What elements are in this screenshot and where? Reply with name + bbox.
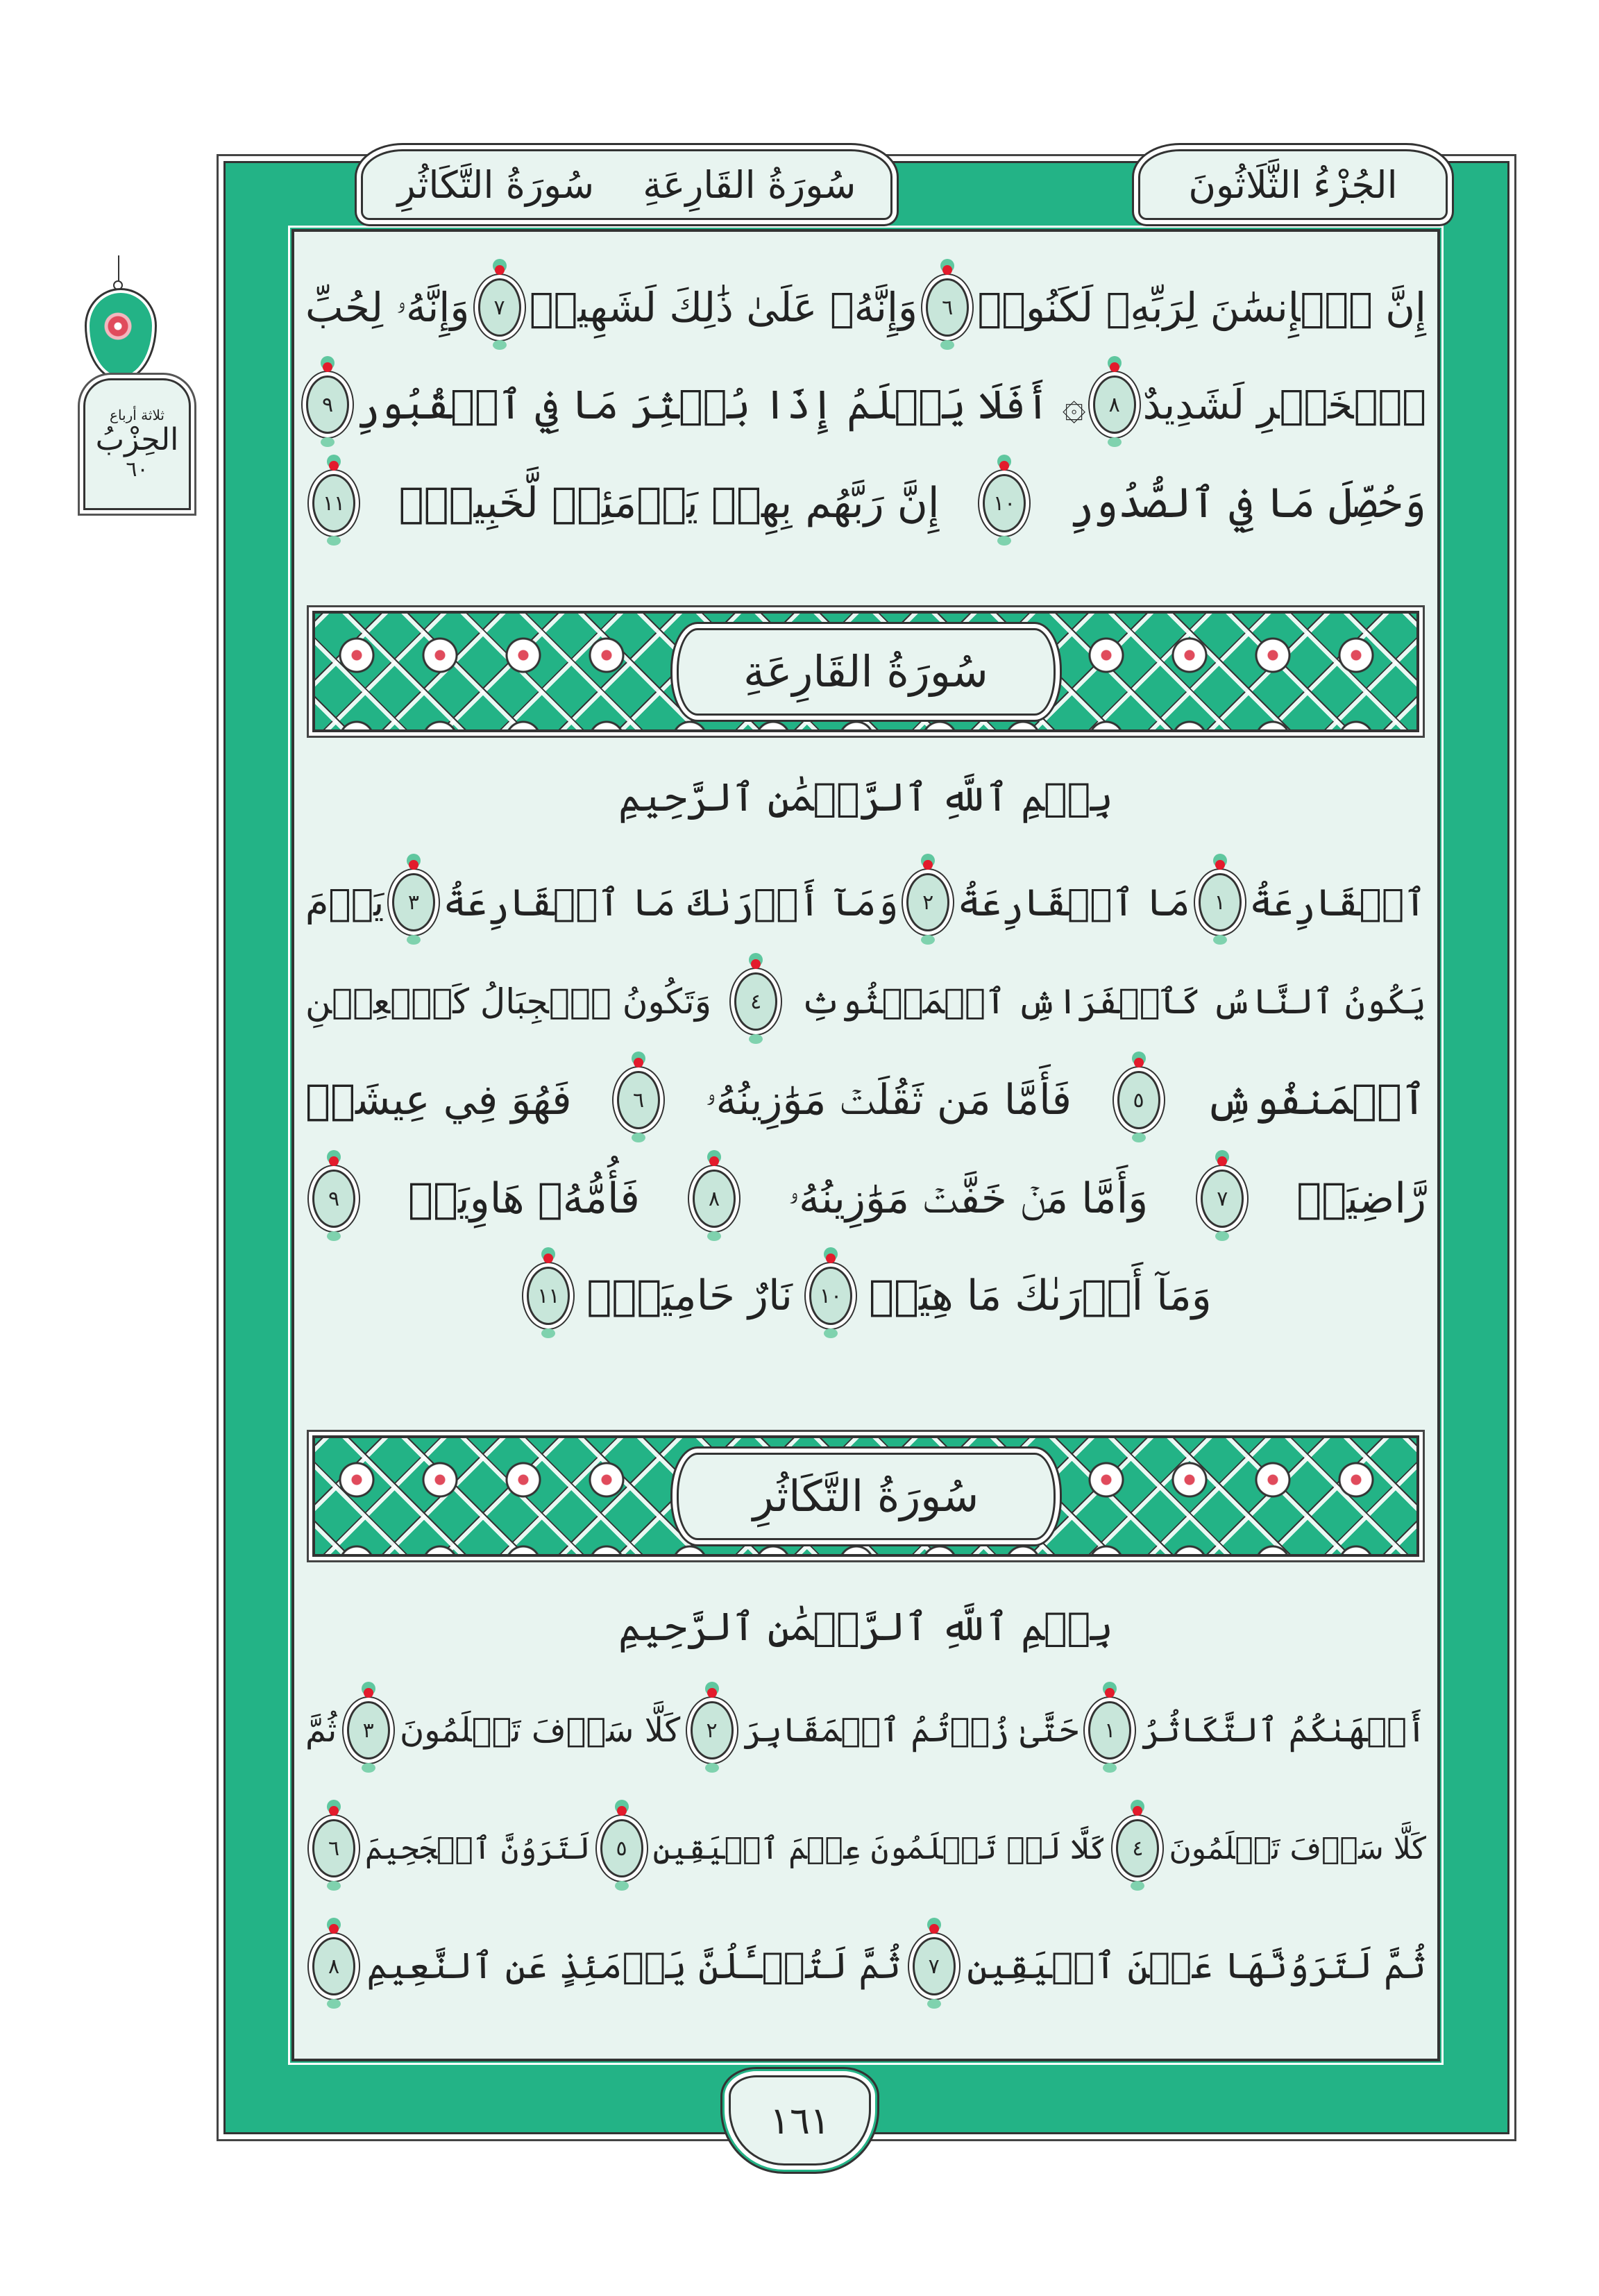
verse-text: ٱلۡخَيۡرِ لَشَدِيدٌ <box>1142 381 1426 428</box>
verse-text: حَتَّىٰ زُرۡتُمُ ٱلۡمَقَابِرَ <box>743 1711 1079 1750</box>
ayah-number-marker: ٣ <box>392 873 435 931</box>
verse-text: وَإِنَّهُۥ عَلَىٰ ذَٰلِكَ لَشَهِيدٞ <box>529 284 918 331</box>
verse-line <box>305 857 1426 947</box>
ayah-number-marker: ٦ <box>312 1819 355 1877</box>
ayah-number-marker: ١ <box>1199 873 1242 931</box>
ayah-number-marker: ٢ <box>691 1701 734 1759</box>
verse-line <box>305 956 1426 1047</box>
ayah-number-marker: ٨ <box>1093 375 1136 434</box>
basmala: بِسۡمِ ٱللَّهِ ٱلرَّحۡمَٰنِ ٱلرَّحِيمِ <box>618 1605 1113 1650</box>
ayah-number-marker: ٦ <box>926 278 969 337</box>
verse-text: إِنَّ رَبَّهُم بِهِمۡ يَوۡمَئِذٖ لَّخَبِيرُۢ <box>398 479 940 527</box>
ayah-number-marker: ٢ <box>906 873 949 931</box>
ayah-number-marker: ٤ <box>734 972 777 1031</box>
header-surah-label: سُورَةُ القَارِعَةِ <box>643 162 856 207</box>
hizb-fraction: ثلاثة أرباع <box>110 407 164 424</box>
ayah-number-marker: ٣ <box>347 1701 390 1759</box>
verse-line <box>305 262 1426 353</box>
verse-text: وَمَآ أَدۡرَىٰكَ مَا هِيَهۡ <box>868 1272 1212 1320</box>
verse-text: إِنَّ ٱلۡإِنسَٰنَ لِرَبِّهِۦ لَكَنُودٞ <box>977 284 1426 331</box>
ayah-number-marker: ٨ <box>693 1170 736 1228</box>
header-juz-tab <box>1138 149 1448 220</box>
verse-line <box>305 1921 1426 2011</box>
verse-line <box>305 360 1426 450</box>
surah-title: سُورَةُ القَارِعَةِ <box>677 628 1056 716</box>
verse-text: مَا ٱلۡقَارِعَةُ <box>957 880 1190 925</box>
verse-text: ثُمَّ لَتَرَوُنَّهَا عَيۡنَ ٱلۡيَقِينِ <box>967 1945 1426 1987</box>
verse-line <box>305 1055 1426 1145</box>
juz-label: الجُزْءُ الثَّلَاثُونَ <box>1188 162 1398 207</box>
surah-banner <box>312 1435 1419 1557</box>
verse-text: وَتَكُونُ ٱلۡجِبَالُ كَٱلۡعِهۡنِ <box>305 981 711 1022</box>
verse-text: ٱلۡقَارِعَةُ <box>1249 880 1426 925</box>
ayah-number-marker: ١٠ <box>809 1267 852 1325</box>
hizb-number: ٦٠ <box>126 457 149 482</box>
verse-text: أَلۡهَىٰكُمُ ٱلتَّكَاثُرُ <box>1141 1711 1426 1750</box>
ayah-number-marker: ١٠ <box>983 474 1026 532</box>
ayah-number-marker: ٩ <box>306 375 349 434</box>
page-number: ١٦١ <box>729 2075 871 2166</box>
header-surah-label: سُورَةُ التَّكَاثُرِ <box>397 162 595 207</box>
verse-line <box>305 1803 1426 1893</box>
verse-text: كَلَّا سَوۡفَ تَعۡلَمُونَ <box>399 1711 681 1750</box>
verse-text: فَهُوَ فِي عِيشَةٖ <box>305 1076 572 1124</box>
verse-text: ثُمَّ <box>305 1711 337 1750</box>
ayah-number-marker: ٦ <box>617 1071 660 1129</box>
hizb-marker <box>83 378 191 510</box>
verse-line <box>305 1251 1426 1341</box>
verse-line <box>305 1154 1426 1244</box>
hizb-label: الحِزْبُ <box>95 422 179 458</box>
ayah-number-marker: ٥ <box>1117 1071 1160 1129</box>
ayah-number-marker: ٤ <box>1116 1819 1159 1877</box>
verse-text: ٱلۡمَنفُوشِ <box>1205 1076 1426 1124</box>
verse-text: رَّاضِيَةٖ <box>1296 1174 1426 1223</box>
verse-text: نَارٌ حَامِيَةُۢ <box>586 1272 793 1320</box>
surah-banner <box>312 611 1419 732</box>
ayah-number-marker: ٩ <box>312 1170 355 1228</box>
verse-text: وَإِنَّهُۥ لِحُبِّ <box>305 283 470 331</box>
ayah-number-marker: ١١ <box>527 1267 570 1325</box>
verse-text: وَحُصِّلَ مَا فِي ٱلصُّدُورِ <box>1069 479 1426 527</box>
flower-icon <box>104 312 132 340</box>
verse-text: يَوۡمَ <box>305 880 384 925</box>
ayah-number-marker: ٥ <box>600 1819 643 1877</box>
ayah-number-marker: ٧ <box>913 1937 956 1995</box>
ayah-number-marker: ١١ <box>312 474 355 532</box>
surah-title: سُورَةُ التَّكَاثُرِ <box>677 1453 1056 1540</box>
verse-text: كَلَّا سَوۡفَ تَعۡلَمُونَ <box>1169 1830 1426 1866</box>
verse-text: ۞ أَفَلَا يَعۡلَمُ إِذَا بُعۡثِرَ مَا فِي ٱلۡقُبُورِ <box>356 381 1086 428</box>
ayah-number-marker: ١ <box>1088 1701 1131 1759</box>
ayah-number-marker: ٧ <box>1201 1170 1244 1228</box>
ayah-number-marker: ٨ <box>312 1937 355 1995</box>
verse-text: وَأَمَّا مَنۡ خَفَّتۡ مَوَٰزِينُهُۥ <box>788 1174 1149 1223</box>
verse-text: يَكُونُ ٱلنَّاسُ كَٱلۡفَرَاشِ ٱلۡمَبۡثُوثِ <box>800 981 1426 1022</box>
verse-text: فَأَمَّا مَن ثَقُلَتۡ مَوَٰزِينُهُۥ <box>705 1076 1072 1124</box>
verse-text: فَأُمُّهُۥ هَاوِيَةٞ <box>408 1174 640 1223</box>
verse-line <box>305 1685 1426 1775</box>
hizb-knob <box>113 280 123 290</box>
verse-text: وَمَآ أَدۡرَىٰكَ مَا ٱلۡقَارِعَةُ <box>443 880 899 925</box>
hizb-hanger <box>118 255 119 283</box>
header-surah-tab <box>361 149 892 220</box>
verse-text: كَلَّا لَوۡ تَعۡلَمُونَ عِلۡمَ ٱلۡيَقِينِ <box>652 1830 1107 1866</box>
verse-text: ثُمَّ لَتُسۡـَٔلُنَّ يَوۡمَئِذٍ عَنِ ٱلنَّعِيمِ <box>366 1945 902 1987</box>
verse-text: لَتَرَوُنَّ ٱلۡجَحِيمَ <box>364 1830 591 1866</box>
verse-line <box>305 458 1426 548</box>
basmala: بِسۡمِ ٱللَّهِ ٱلرَّحۡمَٰنِ ٱلرَّحِيمِ <box>618 775 1113 820</box>
ayah-number-marker: ٧ <box>478 278 521 337</box>
